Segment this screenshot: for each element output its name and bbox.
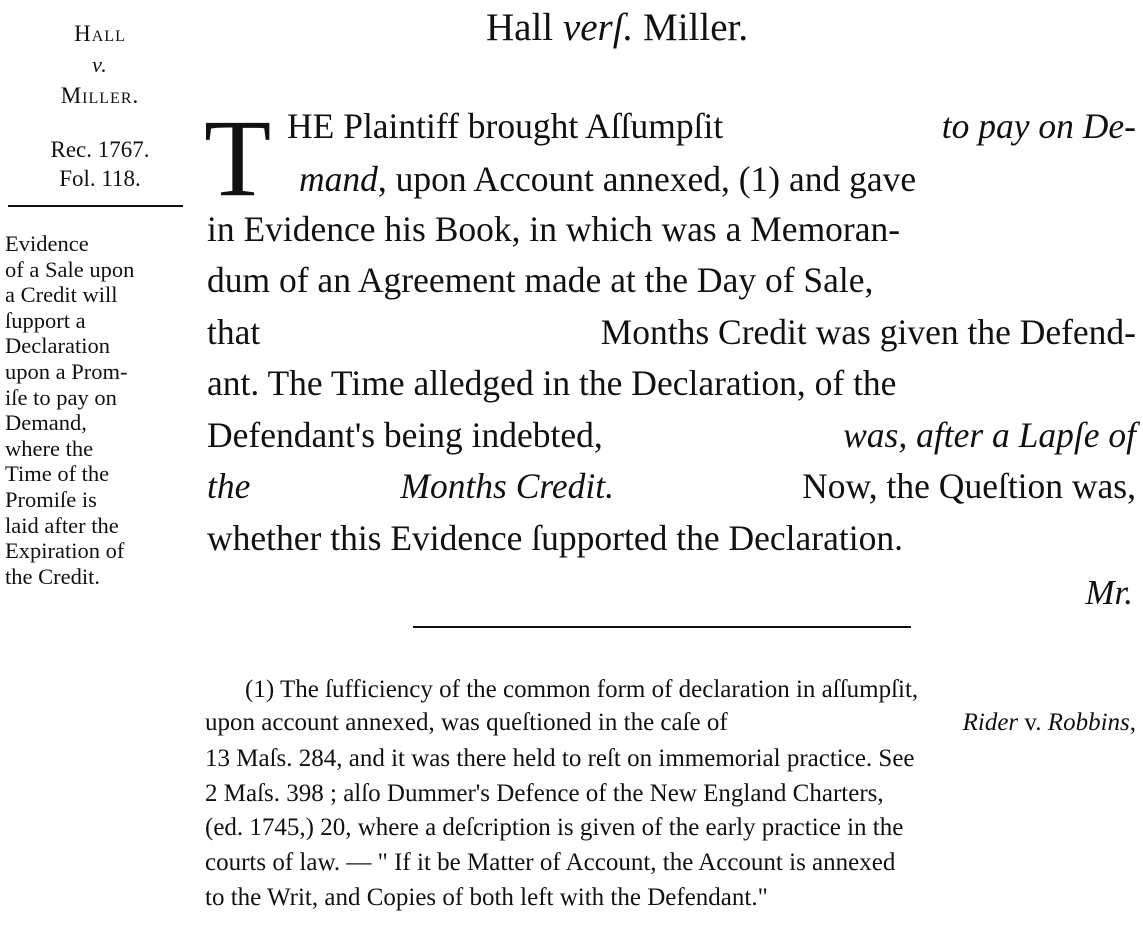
- margin-note-line: Promiſe is: [5, 486, 97, 512]
- margin-note-line: Expiration of: [5, 538, 125, 564]
- footnote-line: [205, 814, 1136, 842]
- footnote-case-defendant: Robbins: [1047, 709, 1130, 736]
- margin-note: [5, 231, 190, 589]
- footnote-text: (ed. 1745,) 20, where a deſcription is given of the early practice in the: [205, 814, 904, 841]
- body-line: [207, 362, 1136, 404]
- case-title: [486, 0, 906, 55]
- body-line: [299, 158, 1136, 200]
- margin-note-line: Declaration: [5, 333, 110, 359]
- body-text: dum of an Agreement made at the Day of Sale,: [207, 260, 874, 300]
- margin-note-line: iſe to pay on: [5, 384, 117, 410]
- record-folio: Fol. 118.: [59, 166, 141, 191]
- footnote-line: [205, 745, 1136, 773]
- body-text-italic: was, after a Lapſe of: [843, 415, 1136, 455]
- footnote-text: courts of law. — " If it be Matter of Account, the Account is annexed: [205, 849, 896, 876]
- margin-record-reference: [0, 135, 200, 193]
- footnote-text: 13 Maſs. 284, and it was there held to reſt on immemorial practice. See: [205, 745, 915, 772]
- body-text-italic: mand: [299, 159, 378, 199]
- footnote-line: [205, 849, 1136, 877]
- margin-note-line: Time of the: [5, 461, 110, 487]
- margin-note-line: laid after the: [5, 512, 119, 538]
- margin-note-line: Evidence: [5, 231, 89, 256]
- record-year: Rec. 1767.: [50, 137, 150, 162]
- margin-versus: v.: [92, 52, 108, 77]
- body-text: , upon Account annexed, (1) and gave: [377, 159, 917, 199]
- margin-note-line: Demand,: [5, 410, 87, 436]
- footnote-line: [245, 676, 1136, 704]
- body-line: [207, 311, 1136, 353]
- body-text: Defendant's being indebted,: [207, 415, 603, 455]
- body-line: [207, 208, 1136, 250]
- body-line: [207, 517, 1136, 559]
- body-text-italic: to pay on De-: [941, 106, 1136, 146]
- title-plaintiff: Hall: [486, 6, 554, 49]
- margin-note-line: of a Sale upon: [5, 256, 135, 282]
- footnote-text: upon account annexed, was queſtioned in the caſe of: [205, 709, 728, 736]
- margin-note-line: a Credit will: [5, 282, 118, 308]
- footnote-versus: v.: [1024, 709, 1042, 736]
- drop-cap: T: [204, 97, 272, 219]
- body-text: Months Credit was given the Defend-: [600, 312, 1136, 352]
- margin-note-line: where the: [5, 435, 94, 461]
- margin-note-line: upon a Prom-: [5, 358, 128, 384]
- body-text: ant. The Time alledged in the Declaration, of the: [207, 363, 897, 403]
- footnote-text: (1) The ſufficiency of the common form of declaration in aſſumpſit,: [245, 676, 919, 703]
- margin-defendant: Miller.: [60, 83, 140, 108]
- body-line: [207, 465, 1136, 507]
- footnote-text: 2 Maſs. 398 ; alſo Dummer's Defence of the New England Charters,: [205, 780, 884, 807]
- body-text: whether this Evidence ſupported the Declaration.: [207, 518, 903, 558]
- body-text: HE Plaintiff brought Aſſumpſit: [287, 106, 724, 146]
- footnote-text: to the Writ, and Copies of both left with the Defendant.": [205, 884, 768, 911]
- body-text: that: [207, 312, 261, 352]
- body-text-italic: Months Credit.: [400, 466, 615, 506]
- margin-plaintiff: Hall: [74, 21, 126, 46]
- footnote-text: ,: [1129, 709, 1136, 736]
- title-versus: verſ.: [562, 6, 634, 49]
- footnote-line: [205, 780, 1136, 808]
- margin-note-line: the Credit.: [5, 563, 100, 589]
- catchword: Mr.: [1085, 573, 1133, 612]
- footnote-case-plaintiff: Rider: [962, 709, 1019, 736]
- body-text: in Evidence his Book, in which was a Memoran-: [207, 209, 901, 249]
- margin-divider: [8, 205, 183, 207]
- footnote-line: [205, 884, 1136, 912]
- body-text: Now, the Queſtion was,: [802, 466, 1136, 506]
- footnote-separator: [413, 626, 911, 628]
- margin-case-name: [0, 18, 200, 111]
- body-text-italic: the: [207, 466, 251, 506]
- body-line: [287, 105, 1136, 147]
- footnote-line: [205, 709, 1136, 737]
- margin-note-line: ſupport a: [5, 307, 86, 333]
- title-defendant: Miller.: [643, 6, 749, 49]
- body-line: [207, 414, 1136, 456]
- body-line: [207, 259, 1136, 301]
